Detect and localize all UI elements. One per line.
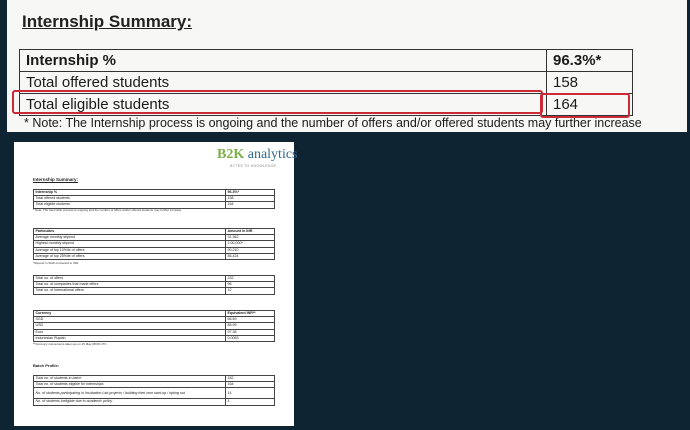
row-value: 164: [547, 94, 633, 116]
row-label: Total offered students: [20, 72, 547, 94]
cell: 66.69: [226, 317, 275, 323]
page-title: Internship Summary:: [33, 177, 79, 182]
highlight-eligible-value: [540, 93, 630, 118]
table-row: [34, 288, 275, 294]
cell: Total no. of offers: [34, 276, 226, 282]
table-row: [34, 253, 275, 259]
cell: 232: [226, 276, 275, 282]
table-row: [34, 399, 275, 405]
offers-table: [33, 275, 275, 295]
cell: Average of top 10%ile of offers: [34, 247, 226, 253]
cell: 85.99: [226, 323, 275, 329]
row-label: Internship %: [20, 50, 547, 72]
cell: 97.38: [226, 329, 275, 335]
cell: 182: [226, 376, 275, 382]
row-value: 96.3%*: [547, 50, 633, 72]
currency-note: **Currency conversions taken as on 15 May 08:00 UTC: [33, 342, 107, 346]
cell: Average monthly stipend: [34, 235, 226, 241]
currency-table: [33, 310, 275, 342]
cell: 4: [226, 399, 275, 405]
cell: Internship %: [34, 190, 226, 196]
cell: Total offered students: [34, 196, 226, 202]
cell: 164: [226, 382, 275, 388]
crop-note: * Note: The Internship process is ongoing and the number of offers and/or offered students may further increase: [24, 116, 642, 130]
cell: Currency: [34, 311, 226, 317]
cell: Total no. of companies that made offers: [34, 282, 226, 288]
summary-note: * Note: The Internship process is ongoing and the number of offers and/or offered students may further increase: [33, 208, 182, 212]
cell: 0.0053: [226, 335, 275, 341]
cell: Equivalent INR**: [226, 311, 275, 317]
cell: Total no. of students in batch: [34, 376, 226, 382]
cell: 14: [226, 388, 275, 399]
highlight-eligible-label: [12, 90, 543, 114]
cell: Indonesian Rupiah: [34, 335, 226, 341]
cell: Amount in INR: [226, 229, 275, 235]
stipend-table: [33, 228, 275, 260]
cell: 56,424: [226, 253, 275, 259]
cell: No. of students participating in Incubation Lab projects / building their own start-up / opting out: [34, 388, 226, 399]
batch-table: [33, 375, 275, 406]
cell: USD: [34, 323, 226, 329]
cell: 90,210: [226, 247, 275, 253]
row-label: Total eligible students: [20, 94, 547, 116]
cell: Particulars: [34, 229, 226, 235]
cell: 158: [226, 196, 275, 202]
cell: No. of students ineligible due to academic policy: [34, 399, 226, 405]
cell: 96.3%*: [226, 190, 275, 196]
cell: Total eligible students: [34, 202, 226, 208]
stipend-note: *Stipend in SGD converted to INR: [33, 261, 79, 265]
cell: Total no. of students eligible for internships: [34, 382, 226, 388]
cell: Total no. of International offers: [34, 288, 226, 294]
b2k-logo: B2K analytics: [217, 147, 298, 162]
table-row: [34, 388, 275, 399]
cell: 164: [226, 202, 275, 208]
cell: Highest monthly stipend: [34, 241, 226, 247]
crop-title: Internship Summary:: [22, 12, 193, 31]
cell: 96: [226, 282, 275, 288]
cell: 12: [226, 288, 275, 294]
cell: 31,362: [226, 235, 275, 241]
table-row: [20, 50, 633, 72]
batch-profile-title: Batch Profile:: [33, 363, 60, 368]
table-row: [34, 335, 275, 341]
logo-tagline: BYTES TO KNOWLEDGE: [230, 164, 277, 168]
cell: Average of top 25%ile of offers: [34, 253, 226, 259]
document-page: [14, 142, 298, 426]
cell: Euro: [34, 329, 226, 335]
row-value: 158: [547, 72, 633, 94]
cell: 2,00,000*: [226, 241, 275, 247]
summary-table: [33, 189, 275, 209]
cell: SGD: [34, 317, 226, 323]
